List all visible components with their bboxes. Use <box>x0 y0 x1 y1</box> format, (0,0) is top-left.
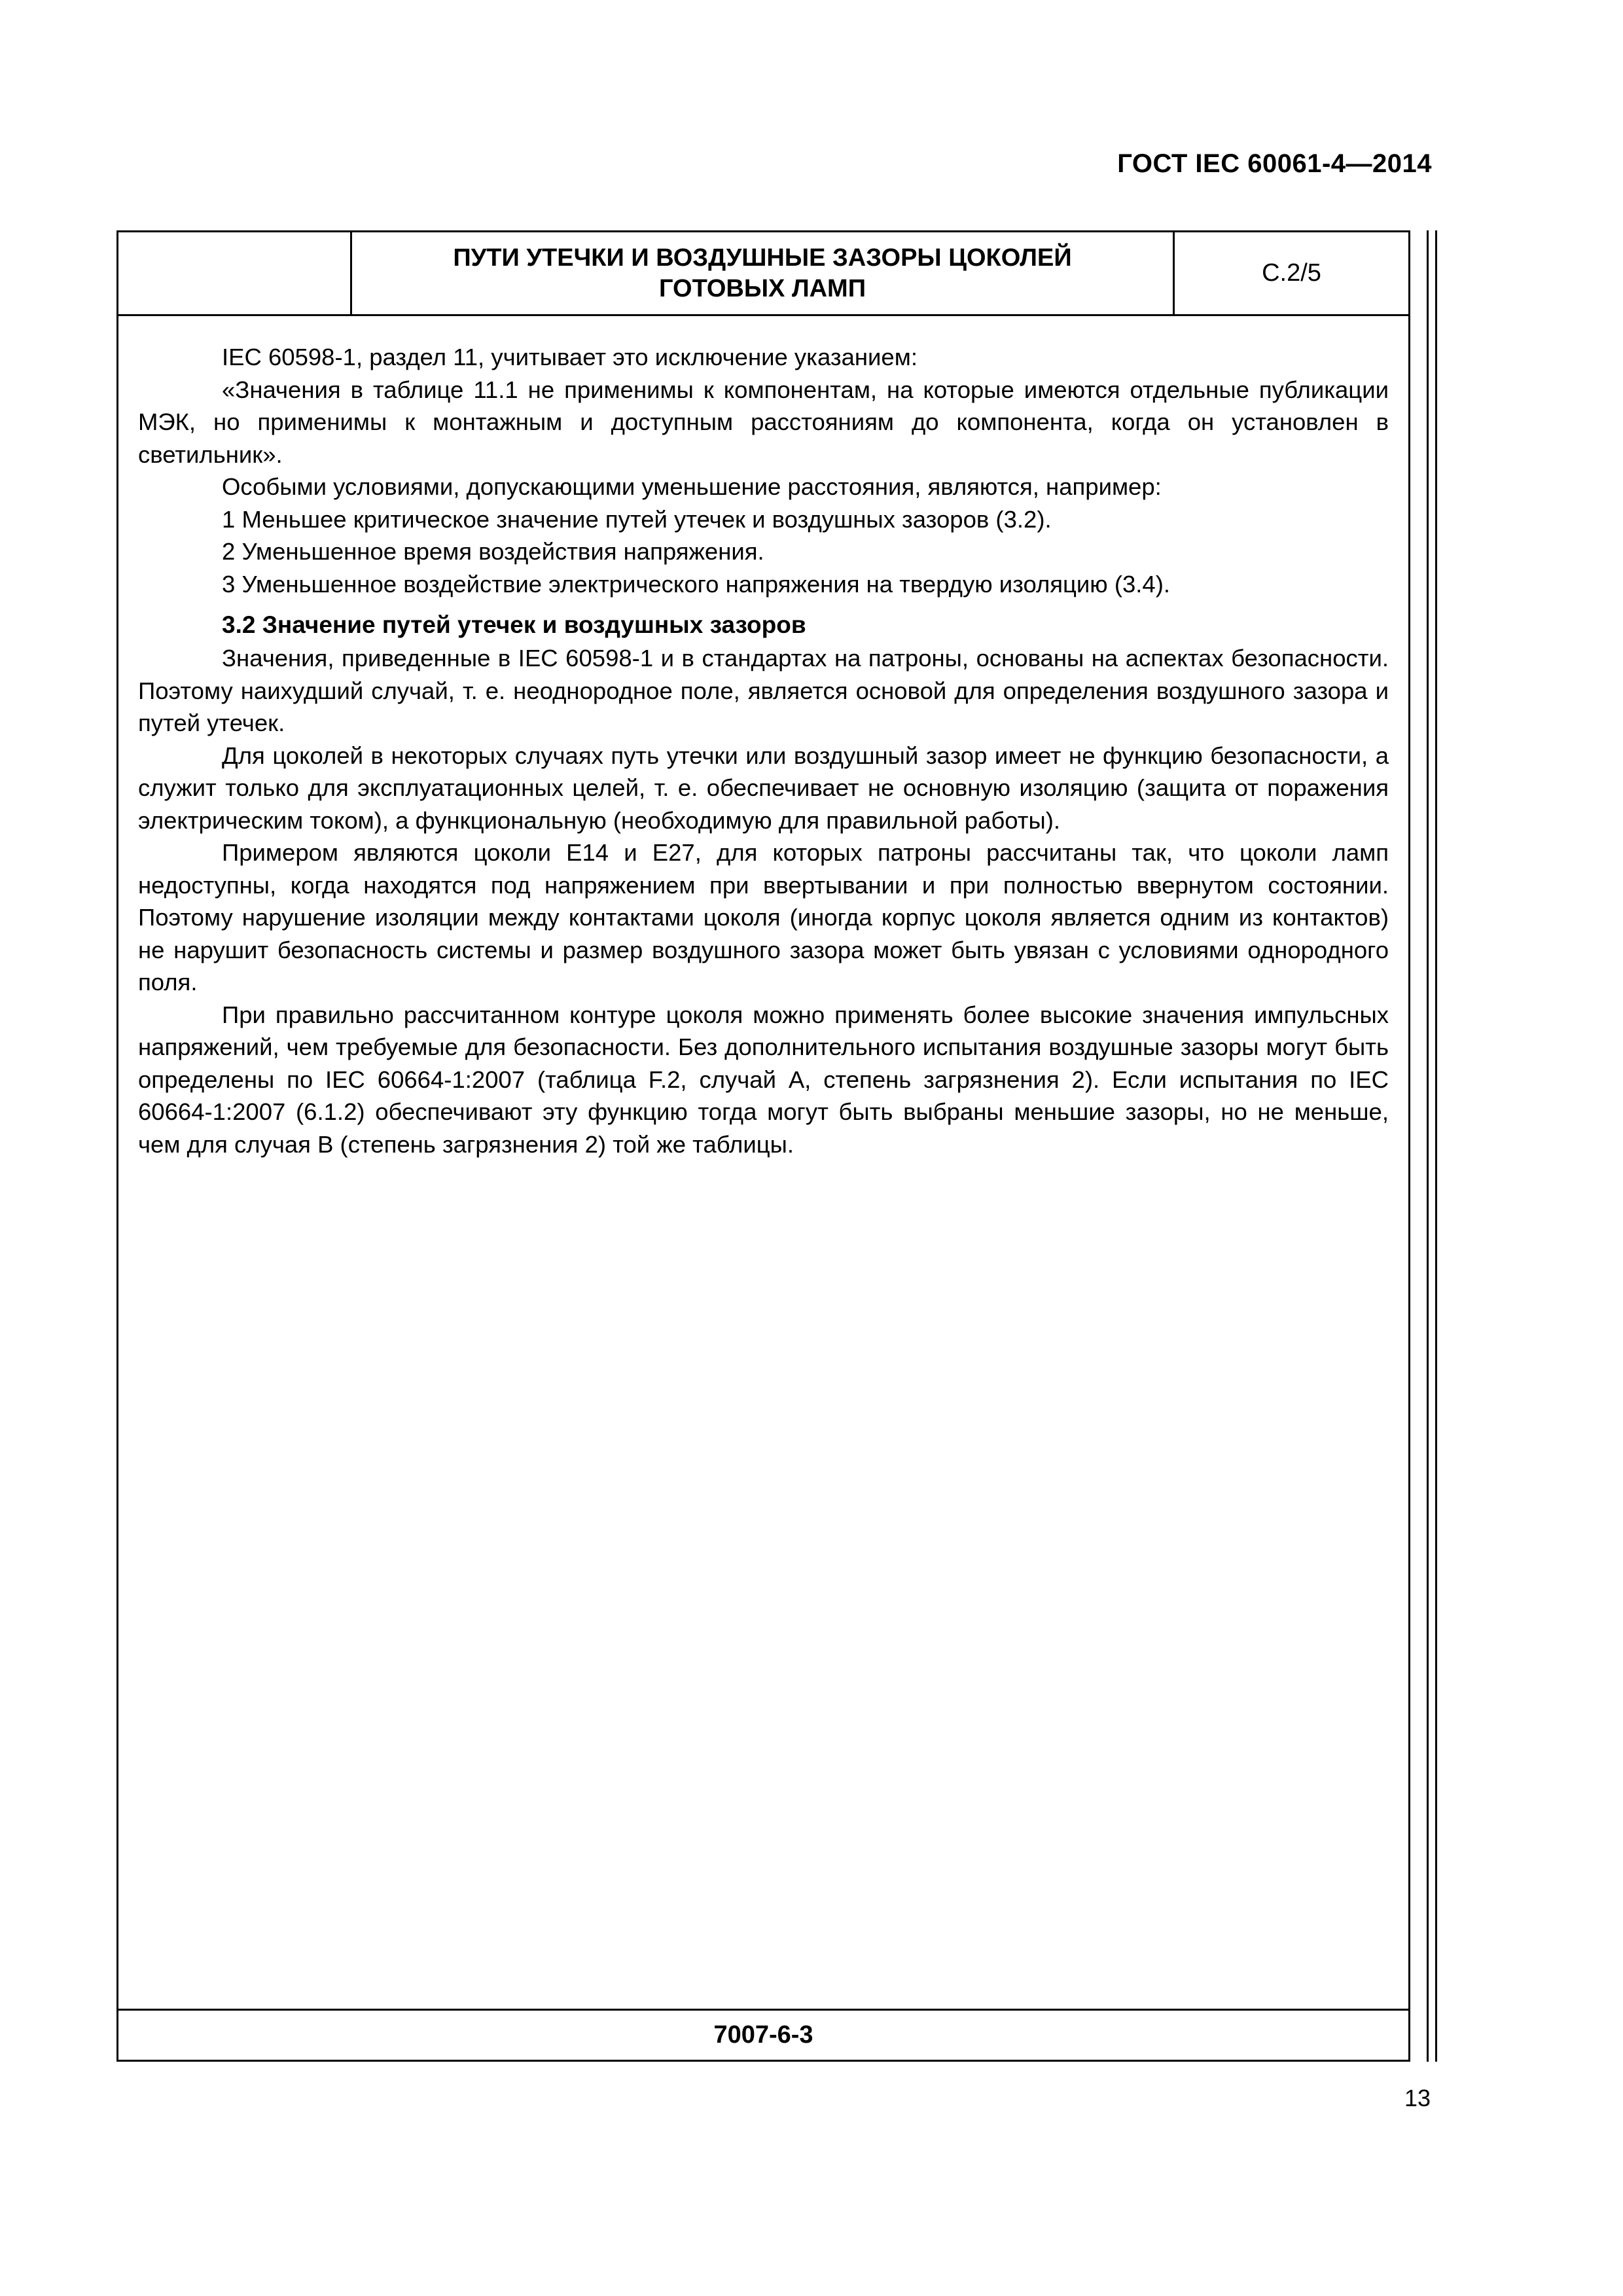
paragraph: Значения, приведенные в IEC 60598-1 и в стандартах на патроны, основаны на аспектах безопасности. Поэтому наихудший случай, т. е. неоднородное поле, является основой для определения воздушного зазора и путей утечек. <box>138 645 1389 736</box>
paragraph: При правильно рассчитанном контуре цоколя можно применять более высокие значения импульсных напряжений, чем требуемые для безопасности. Без дополнительного испытания воздушные зазоры могут быть определены по IEC 60664-1:2007 (таблица F.2, случай A, степень загрязнения 2). Если испытания по IEC 60664-1:2007 (6.1.2) обеспечивают эту функцию тогда могут быть выбраны меньшие зазоры, но не меньше, чем для случая B (степень загрязнения 2) той же таблицы. <box>138 1001 1389 1158</box>
sheet-title: ПУТИ УТЕЧКИ И ВОЗДУШНЫЕ ЗАЗОРЫ ЦОКОЛЕЙ ГОТОВЫХ ЛАМП <box>352 232 1175 314</box>
paragraph: Особыми условиями, допускающими уменьшение расстояния, являются, например: <box>222 473 1162 500</box>
list-item: 2 Уменьшенное время воздействия напряжения. <box>222 538 764 565</box>
quote-paragraph: «Значения в таблице 11.1 не применимы к компонентам, на которые имеются отдельные публикации МЭК, но применимы к монтажным и доступным расстояниям до компонента, когда он установлен в светильник». <box>138 376 1389 468</box>
sheet-header-blank-cell <box>118 232 352 314</box>
document-code: ГОСТ IEC 60061-4—2014 <box>1117 149 1432 178</box>
section-heading: 3.2 Значение путей утечек и воздушных зазоров <box>222 611 806 638</box>
list-item: 3 Уменьшенное воздействие электрического напряжения на твердую изоляцию (3.4). <box>222 570 1171 598</box>
sheet-header <box>118 232 1408 316</box>
sheet-body <box>118 316 1408 1160</box>
sheet-number: C.2/5 <box>1262 259 1321 287</box>
paragraph: Для цоколей в некоторых случаях путь утечки или воздушный зазор имеет не функцию безопасности, а служит только для эксплуатационных целей, т. е. обеспечивает не основную изоляцию (защита от поражения электрическим током), а функциональную (необходимую для правильной работы). <box>138 742 1389 834</box>
frame-double-rule-left <box>1427 230 1429 2062</box>
standard-sheet-frame <box>116 230 1410 2062</box>
sheet-footer-code: 7007-6-3 <box>118 2009 1408 2060</box>
paragraph: Примером являются цоколи E14 и E27, для которых патроны рассчитаны так, что цоколи ламп недоступны, когда находятся под напряжением при ввертывании и при полностью ввернутом состоянии. Поэтому нарушение изоляции между контактами цоколя (иногда корпус цоколя является одним из контактов) не нарушит безопасность системы и размер воздушного зазора может быть увязан с условиями однородного поля. <box>138 839 1389 996</box>
list-item: 1 Меньшее критическое значение путей утечек и воздушных зазоров (3.2). <box>222 505 1052 533</box>
paragraph: IEC 60598-1, раздел 11, учитывает это исключение указанием: <box>222 344 918 370</box>
frame-double-rule-right <box>1435 230 1437 2062</box>
page-number: 13 <box>1404 2085 1431 2111</box>
